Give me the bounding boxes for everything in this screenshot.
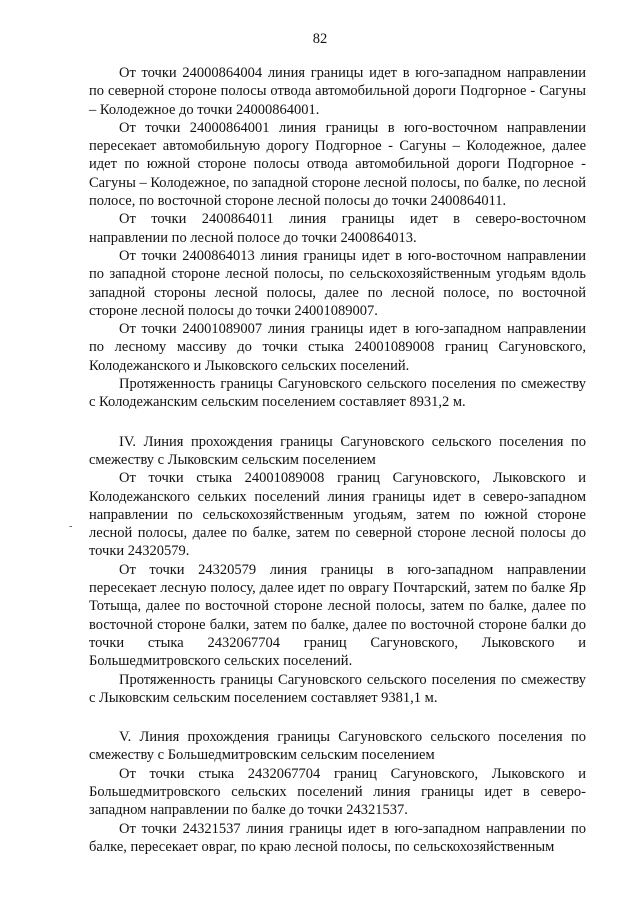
paragraph-2: От точки 24000864001 линия границы в юго-восточном направлении пересекает автомобильную дорогу Подгорное - Сагуны – Колодежное, далее идет по южной стороне полосы отвода автомобильной дороги Подгорное - Сагуны – Колодежное, по западной стороне лесной полосы, по балке, по лесной полосе, по восточной стороне лесной полосы до точки 2400864011. [89,119,586,210]
section-5-paragraph-2: От точки 24321537 линия границы идет в юго-западном направлении по балке, пересекает овраг, по краю лесной полосы, по сельскохозяйственным [89,820,586,855]
paragraph-3: От точки 2400864011 линия границы идет в северо-восточном направлении по лесной полосе до точки 2400864013. [89,211,586,246]
section-4-paragraph-1: От точки стыка 24001089008 границ Сагуновского, Лыковского и Колодежанского сельких поселений линия границы идет в северо-западном направлении по сельскохозяйственным угодьям, затем по южной стороне лесной полосы, далее по балке, затем по северной стороне лесной полосы до точки 24320579. [89,470,586,560]
margin-mark: - [69,521,73,532]
section-4-paragraph-3: Протяженность границы Сагуновского сельского поселения по смежеству с Лыковским сельским поселением составляет 9381,1 м. [89,671,586,706]
section-5-paragraph-1: От точки стыка 2432067704 границ Сагуновского, Лыковского и Большедмитровского сельских поселений линия границы идет в северо-западном направлении по балке до точки 24321537. [89,765,586,819]
section-4-paragraph-2: От точки 24320579 линия границы в юго-западном направлении пересекает лесную полосу, далее идет по оврагу Почтарский, затем по балке Яр Тотыща, далее по восточной стороне лесной полосы, затем по балке, далее по восточной стороне балки, затем по балке, далее по восточной стороне балки до точки стыка 2432067704 границ Сагуновского, Лыковского и Большедмитровского сельских поселений. [89,561,586,670]
page-number: 82 [312,31,328,47]
paragraph-6: Протяженность границы Сагуновского сельского поселения по смежеству с Колодежанским сельским поселением составляет 8931,2 м. [89,376,586,411]
section-5-heading: V. Линия прохождения границы Сагуновского сельского поселения по смежеству с Большедмитровским сельским поселением [89,729,586,764]
paragraph-5: От точки 24001089007 линия границы идет в юго-западном направлении по лесному массиву до точки стыка 24001089008 границ Сагуновского, Колодежанского и Лыковского сельских поселений. [89,321,586,374]
document-body [89,64,586,856]
paragraph-1: От точки 24000864004 линия границы идет в юго-западном направлении по северной стороне полосы отвода автомобильной дороги Подгорное - Сагуны – Колодежное до точки 24000864001. [89,65,586,118]
section-4-heading: IV. Линия прохождения границы Сагуновского сельского поселения по смежеству с Лыковским сельским поселением [89,433,586,468]
paragraph-4: От точки 2400864013 линия границы идет в юго-восточном направлении по западной стороне лесной полосы, по сельскохозяйственным угодьям вдоль западной стороны лесной полосы, далее по лесной полосе, по восточной стороне лесной полосы до точки 24001089007. [89,247,586,319]
